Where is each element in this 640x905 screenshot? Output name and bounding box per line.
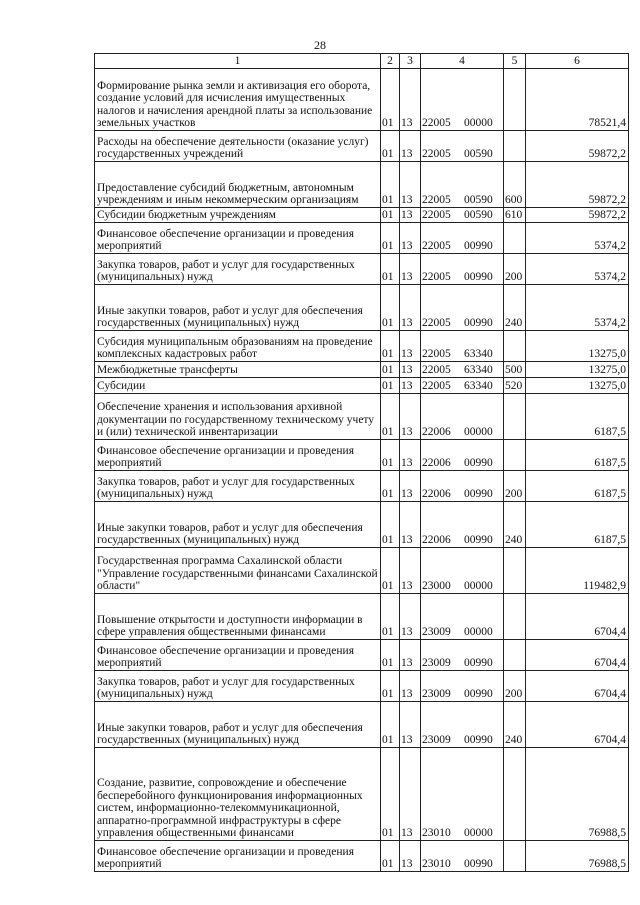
code-section: 01	[381, 331, 400, 362]
amount: 13275,0	[526, 378, 629, 394]
target-direction-code: 00000	[464, 626, 493, 639]
code-subsection: 13	[400, 208, 421, 223]
code-section: 01	[381, 378, 400, 394]
code-section: 01	[381, 748, 400, 841]
row-name: Закупка товаров, работ и услуг для государственных (муниципальных) нужд	[95, 471, 381, 502]
target-article-code	[421, 254, 504, 285]
target-program-code: 22005	[422, 380, 451, 393]
target-direction-code: 00990	[464, 271, 493, 284]
row-name: Субсидия муниципальным образованиям на проведение комплексных кадастровых работ	[95, 331, 381, 362]
expense-type-code	[504, 223, 526, 254]
table-row	[95, 131, 629, 162]
amount: 59872,2	[526, 131, 629, 162]
target-article-code	[421, 671, 504, 702]
header-cell: 2	[381, 54, 400, 69]
target-article-code	[421, 748, 504, 841]
table-row	[95, 285, 629, 331]
table-row	[95, 223, 629, 254]
target-direction-code: 00990	[464, 457, 493, 470]
target-direction-code: 00000	[464, 117, 493, 130]
target-program-code: 22005	[422, 209, 451, 222]
table-row	[95, 331, 629, 362]
code-subsection: 13	[400, 131, 421, 162]
code-subsection: 13	[400, 162, 421, 208]
row-name: Формирование рынка земли и активизация его оборота, создание условий для исчисления имущественных налогов и начисления арендной платы за использование земельных участков	[95, 69, 381, 131]
target-direction-code: 00590	[464, 194, 493, 207]
code-section: 01	[381, 285, 400, 331]
amount: 6704,4	[526, 640, 629, 671]
target-program-code: 23010	[422, 858, 451, 871]
target-article-code	[421, 162, 504, 208]
row-name: Создание, развитие, сопровождение и обеспечение бесперебойного функционирования информационных систем, информационно-телекоммуникационной, аппаратно-программной инфраструктуры в сфере управления общественными финансами	[95, 748, 381, 841]
table-row	[95, 841, 629, 872]
target-article-code	[421, 285, 504, 331]
code-section: 01	[381, 254, 400, 285]
code-subsection: 13	[400, 331, 421, 362]
code-section: 01	[381, 162, 400, 208]
expense-type-code	[504, 394, 526, 440]
code-subsection: 13	[400, 671, 421, 702]
code-section: 01	[381, 69, 400, 131]
code-subsection: 13	[400, 471, 421, 502]
amount: 59872,2	[526, 162, 629, 208]
amount: 5374,2	[526, 285, 629, 331]
target-article-code	[421, 640, 504, 671]
header-cell: 6	[526, 54, 629, 69]
code-subsection: 13	[400, 223, 421, 254]
expense-type-code: 500	[504, 362, 526, 378]
target-article-code	[421, 331, 504, 362]
row-name: Предоставление субсидий бюджетным, автономным учреждениям и иным некоммерческим организациям	[95, 162, 381, 208]
code-subsection: 13	[400, 378, 421, 394]
target-program-code: 23009	[422, 688, 451, 701]
expense-type-code: 600	[504, 162, 526, 208]
table-row	[95, 162, 629, 208]
row-name: Иные закупки товаров, работ и услуг для обеспечения государственных (муниципальных) нужд	[95, 502, 381, 548]
amount: 119482,9	[526, 548, 629, 594]
target-program-code: 22005	[422, 271, 451, 284]
expense-type-code	[504, 548, 526, 594]
code-section: 01	[381, 841, 400, 872]
target-program-code: 23009	[422, 657, 451, 670]
amount: 6704,4	[526, 671, 629, 702]
row-name: Закупка товаров, работ и услуг для государственных (муниципальных) нужд	[95, 254, 381, 285]
expense-type-code: 200	[504, 254, 526, 285]
table-row	[95, 69, 629, 131]
code-subsection: 13	[400, 548, 421, 594]
target-article-code	[421, 702, 504, 748]
table-row	[95, 378, 629, 394]
code-subsection: 13	[400, 285, 421, 331]
target-article-code	[421, 394, 504, 440]
code-section: 01	[381, 223, 400, 254]
table-row	[95, 594, 629, 640]
code-subsection: 13	[400, 69, 421, 131]
header-cell: 4	[421, 54, 504, 69]
code-subsection: 13	[400, 502, 421, 548]
code-section: 01	[381, 362, 400, 378]
table-row	[95, 640, 629, 671]
budget-table	[94, 53, 629, 872]
target-program-code: 22005	[422, 240, 451, 253]
expense-type-code	[504, 841, 526, 872]
expense-type-code: 240	[504, 285, 526, 331]
table-row	[95, 254, 629, 285]
target-article-code	[421, 594, 504, 640]
table-row	[95, 702, 629, 748]
expense-type-code	[504, 594, 526, 640]
header-cell: 1	[95, 54, 381, 69]
amount: 13275,0	[526, 362, 629, 378]
target-article-code	[421, 131, 504, 162]
code-section: 01	[381, 640, 400, 671]
target-direction-code: 00990	[464, 240, 493, 253]
table-row	[95, 502, 629, 548]
table-row	[95, 208, 629, 223]
target-program-code: 22005	[422, 317, 451, 330]
amount: 6187,5	[526, 471, 629, 502]
row-name: Финансовое обеспечение организации и проведения мероприятий	[95, 640, 381, 671]
target-direction-code: 00000	[464, 580, 493, 593]
table-row	[95, 394, 629, 440]
expense-type-code: 240	[504, 502, 526, 548]
code-section: 01	[381, 440, 400, 471]
target-article-code	[421, 471, 504, 502]
target-program-code: 23009	[422, 626, 451, 639]
target-direction-code: 63340	[464, 364, 493, 377]
target-article-code	[421, 69, 504, 131]
expense-type-code	[504, 640, 526, 671]
expense-type-code	[504, 131, 526, 162]
header-row	[95, 54, 629, 69]
code-subsection: 13	[400, 440, 421, 471]
row-name: Межбюджетные трансферты	[95, 362, 381, 378]
target-program-code: 22006	[422, 534, 451, 547]
code-subsection: 13	[400, 394, 421, 440]
table-row	[95, 548, 629, 594]
code-subsection: 13	[400, 702, 421, 748]
target-article-code	[421, 841, 504, 872]
code-section: 01	[381, 208, 400, 223]
page-number: 28	[314, 38, 326, 52]
row-name: Закупка товаров, работ и услуг для государственных (муниципальных) нужд	[95, 671, 381, 702]
target-program-code: 22005	[422, 148, 451, 161]
code-subsection: 13	[400, 362, 421, 378]
expense-type-code	[504, 331, 526, 362]
amount: 78521,4	[526, 69, 629, 131]
amount: 5374,2	[526, 223, 629, 254]
code-section: 01	[381, 502, 400, 548]
table-row	[95, 671, 629, 702]
code-section: 01	[381, 471, 400, 502]
expense-type-code	[504, 440, 526, 471]
amount: 6187,5	[526, 440, 629, 471]
code-section: 01	[381, 394, 400, 440]
target-program-code: 22006	[422, 488, 451, 501]
row-name: Финансовое обеспечение организации и проведения мероприятий	[95, 841, 381, 872]
expense-type-code: 200	[504, 471, 526, 502]
row-name: Расходы на обеспечение деятельности (оказание услуг) государственных учреждений	[95, 131, 381, 162]
target-program-code: 22005	[422, 194, 451, 207]
row-name: Обеспечение хранения и использования архивной документации по государственному техническому учету и (или) технической инвентаризации	[95, 394, 381, 440]
target-program-code: 22005	[422, 117, 451, 130]
target-direction-code: 00990	[464, 534, 493, 547]
target-article-code	[421, 502, 504, 548]
target-direction-code: 00990	[464, 488, 493, 501]
amount: 59872,2	[526, 208, 629, 223]
amount: 6187,5	[526, 394, 629, 440]
target-article-code	[421, 208, 504, 223]
row-name: Повышение открытости и доступности информации в сфере управления общественными финансами	[95, 594, 381, 640]
table-row	[95, 471, 629, 502]
amount: 6704,4	[526, 594, 629, 640]
code-section: 01	[381, 131, 400, 162]
target-program-code: 22006	[422, 426, 451, 439]
code-subsection: 13	[400, 640, 421, 671]
target-direction-code: 00000	[464, 426, 493, 439]
target-program-code: 23009	[422, 734, 451, 747]
row-name: Иные закупки товаров, работ и услуг для обеспечения государственных (муниципальных) нужд	[95, 702, 381, 748]
expense-type-code	[504, 748, 526, 841]
amount: 76988,5	[526, 748, 629, 841]
row-name: Иные закупки товаров, работ и услуг для обеспечения государственных (муниципальных) нужд	[95, 285, 381, 331]
row-name: Финансовое обеспечение организации и проведения мероприятий	[95, 440, 381, 471]
table-row	[95, 362, 629, 378]
target-direction-code: 00990	[464, 734, 493, 747]
target-direction-code: 63340	[464, 348, 493, 361]
target-direction-code: 00990	[464, 858, 493, 871]
target-article-code	[421, 378, 504, 394]
code-subsection: 13	[400, 748, 421, 841]
target-direction-code: 00990	[464, 688, 493, 701]
amount: 13275,0	[526, 331, 629, 362]
table-row	[95, 748, 629, 841]
code-section: 01	[381, 671, 400, 702]
target-program-code: 23010	[422, 827, 451, 840]
target-article-code	[421, 548, 504, 594]
header-cell: 3	[400, 54, 421, 69]
target-direction-code: 00000	[464, 827, 493, 840]
target-direction-code: 00990	[464, 317, 493, 330]
expense-type-code: 200	[504, 671, 526, 702]
target-program-code: 22005	[422, 348, 451, 361]
target-direction-code: 00590	[464, 209, 493, 222]
row-name: Субсидии бюджетным учреждениям	[95, 208, 381, 223]
table-row	[95, 440, 629, 471]
header-cell: 5	[504, 54, 526, 69]
target-program-code: 22006	[422, 457, 451, 470]
amount: 6704,4	[526, 702, 629, 748]
amount: 6187,5	[526, 502, 629, 548]
code-subsection: 13	[400, 841, 421, 872]
expense-type-code: 520	[504, 378, 526, 394]
row-name: Государственная программа Сахалинской области "Управление государственными финансами Сахалинской области"	[95, 548, 381, 594]
code-subsection: 13	[400, 594, 421, 640]
target-article-code	[421, 440, 504, 471]
expense-type-code	[504, 69, 526, 131]
amount: 76988,5	[526, 841, 629, 872]
code-section: 01	[381, 594, 400, 640]
code-section: 01	[381, 548, 400, 594]
target-direction-code: 00990	[464, 657, 493, 670]
target-direction-code: 00590	[464, 148, 493, 161]
target-program-code: 23000	[422, 580, 451, 593]
expense-type-code: 240	[504, 702, 526, 748]
target-direction-code: 63340	[464, 380, 493, 393]
target-program-code: 22005	[422, 364, 451, 377]
amount: 5374,2	[526, 254, 629, 285]
code-section: 01	[381, 702, 400, 748]
expense-type-code: 610	[504, 208, 526, 223]
target-article-code	[421, 362, 504, 378]
code-subsection: 13	[400, 254, 421, 285]
target-article-code	[421, 223, 504, 254]
row-name: Финансовое обеспечение организации и проведения мероприятий	[95, 223, 381, 254]
row-name: Субсидии	[95, 378, 381, 394]
